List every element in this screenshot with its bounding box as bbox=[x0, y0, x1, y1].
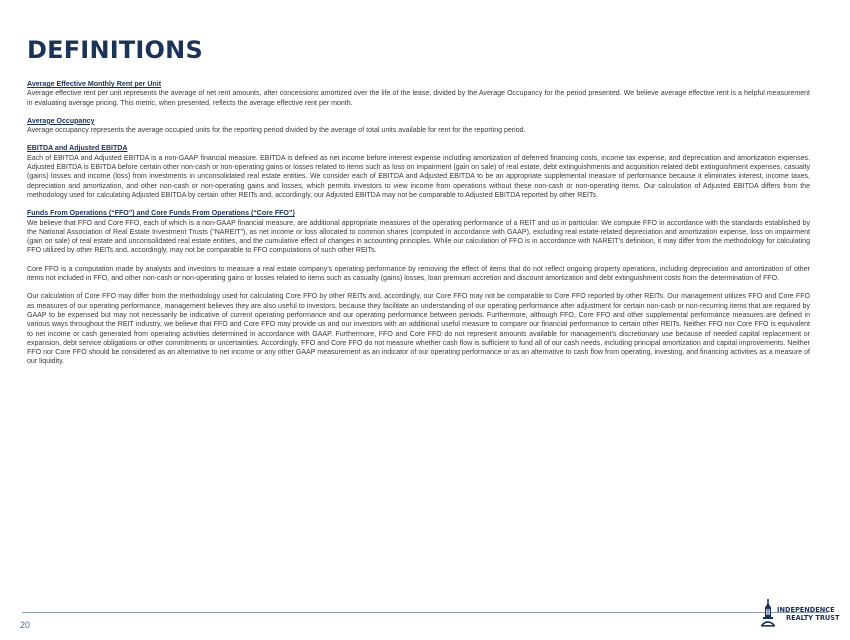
definition-heading: EBITDA and Adjusted EBITDA bbox=[27, 145, 128, 153]
logo-line-1: INDEPENDENCE bbox=[777, 606, 835, 614]
definition-heading: Average Occupancy bbox=[27, 117, 95, 125]
definitions-body bbox=[27, 80, 810, 376]
definition-paragraph: Our calculation of Core FFO may differ from the methodology used for calculating Core FFO by other REITs and, accordingly, our Core FFO may not be comparable to Core FFO reported by other REITs. Our management utilizes FFO and Core FFO as measures of our operating performance, management believes they are also useful to investors, because they facilitate an understanding of our operating performance after adjustment for certain non-cash or non-recurring items that are required by GAAP to be expensed but may not necessarily be indicative of current operating performance and our operating performance between periods. Furthermore, although FFO, Core FFO and other supplemental performance measures are defined in various ways throughout the REIT industry, we believe that FFO and Core FFO may provide us and our investors with an additional useful measure to compare our financial performance to certain other REITs. Neither FFO nor Core FFO is equivalent to net income or cash generated from operating activities determined in accordance with GAAP. Furthermore, FFO and Core FFO do not represent amounts available for management’s discretionary use because of needed capital replacement or expansion, debt service obligations or other commitments or uncertainties. Accordingly, FFO and Core FFO do not measure whether cash flow is sufficient to fund all of our cash needs, including principal amortization and capital improvements. Neither FFO nor Core FFO should be considered as an alternative to net income or any other GAAP measurement as an indicator of our operating performance or as an alternative to cash flow from operating, investing, and financing activities as a measure of our liquidity. bbox=[27, 293, 810, 366]
definition-paragraph: We believe that FFO and Core FFO, each of which is a non-GAAP financial measure, are additional appropriate measures of the operating performance of a REIT and us in particular. We compute FFO in accordance with the standards established by the National Association of Real Estate Investment Trusts (“NAREIT”), as net income or loss allocated to common shares (computed in accordance with GAAP), excluding real estate-related depreciation and amortization expense, loss on impairment (gain on sale) of real estate and unconsolidated real estate entities, and the cumulative effect of changes in accounting principles. While our calculation of FFO is in accordance with NAREIT’s definition, it may differ from the methodology for calculating FFO utilized by other REITs and, accordingly, may not be comparable to FFO computations of such other REITs. bbox=[27, 219, 810, 255]
page-number: 20 bbox=[20, 620, 31, 630]
definition-heading: Average Effective Monthly Rent per Unit bbox=[27, 81, 162, 88]
footer-divider bbox=[22, 612, 828, 613]
definition-paragraph: Core FFO is a computation made by analysts and investors to measure a real estate company’s operating performance by removing the effect of items that do not reflect ongoing property operations, including depreciation and amortization of other items not included in FFO, and other non-cash or non-operating gains or losses related to items such as casualty (gains) losses, loan premium accretion and discount amortization and debt extinguishment costs from the determination of FFO. bbox=[27, 265, 810, 283]
logo-line-2: REALTY TRUST bbox=[786, 614, 840, 622]
landmark-icon bbox=[760, 598, 776, 628]
definition-paragraph: Average effective rent per unit represents the average of net rent amounts, after concessions amortized over the life of the lease, divided by the Average Occupancy for the period presented. We believe average effective rent is a helpful measurement in evaluating average pricing. This metric, when presented, reflects the average effective rent per month. bbox=[27, 90, 810, 107]
definition-ebitda bbox=[27, 144, 810, 200]
definition-ffo bbox=[27, 209, 810, 366]
page-title: DEFINITIONS bbox=[27, 36, 203, 64]
definition-heading: Funds From Operations (“FFO”) and Core Funds From Operations (“Core FFO”) bbox=[27, 210, 295, 218]
definition-paragraph: Each of EBITDA and Adjusted EBITDA is a non-GAAP financial measure. EBITDA is defined as net income before interest expense including amortization of deferred financing costs, income tax expense, and depreciation and amortization expenses. Adjusted EBITDA is EBITDA before certain other non-cash or non-operating gains or losses related to items such as loss on impairment (gain on sale) of real estate, debt extinguishments and acquisition related debt extinguishment expenses, casualty (gains) losses and income (loss) from investments in unconsolidated real estate entities. We consider each of EBITDA and Adjusted EBITDA to be an appropriate supplemental measure of performance because it eliminates interest, income taxes, depreciation and amortization, and other non-cash or non-operating gains and losses, which permits investors to view income from operations without these non-cash or non-operating items. Our calculation of Adjusted EBITDA differs from the methodology used for calculating Adjusted EBITDA by certain other REITs and, accordingly, our Adjusted EBITDA may not be comparable to Adjusted EBITDA reported by other REITs. bbox=[27, 154, 810, 199]
logo-wordmark bbox=[777, 606, 840, 622]
company-logo bbox=[760, 598, 844, 628]
definition-average-effective-rent bbox=[27, 80, 810, 108]
definition-average-occupancy bbox=[27, 117, 810, 136]
definition-paragraph: Average occupancy represents the average occupied units for the reporting period divided by the average of total units available for rent for the reporting period. bbox=[27, 127, 526, 135]
